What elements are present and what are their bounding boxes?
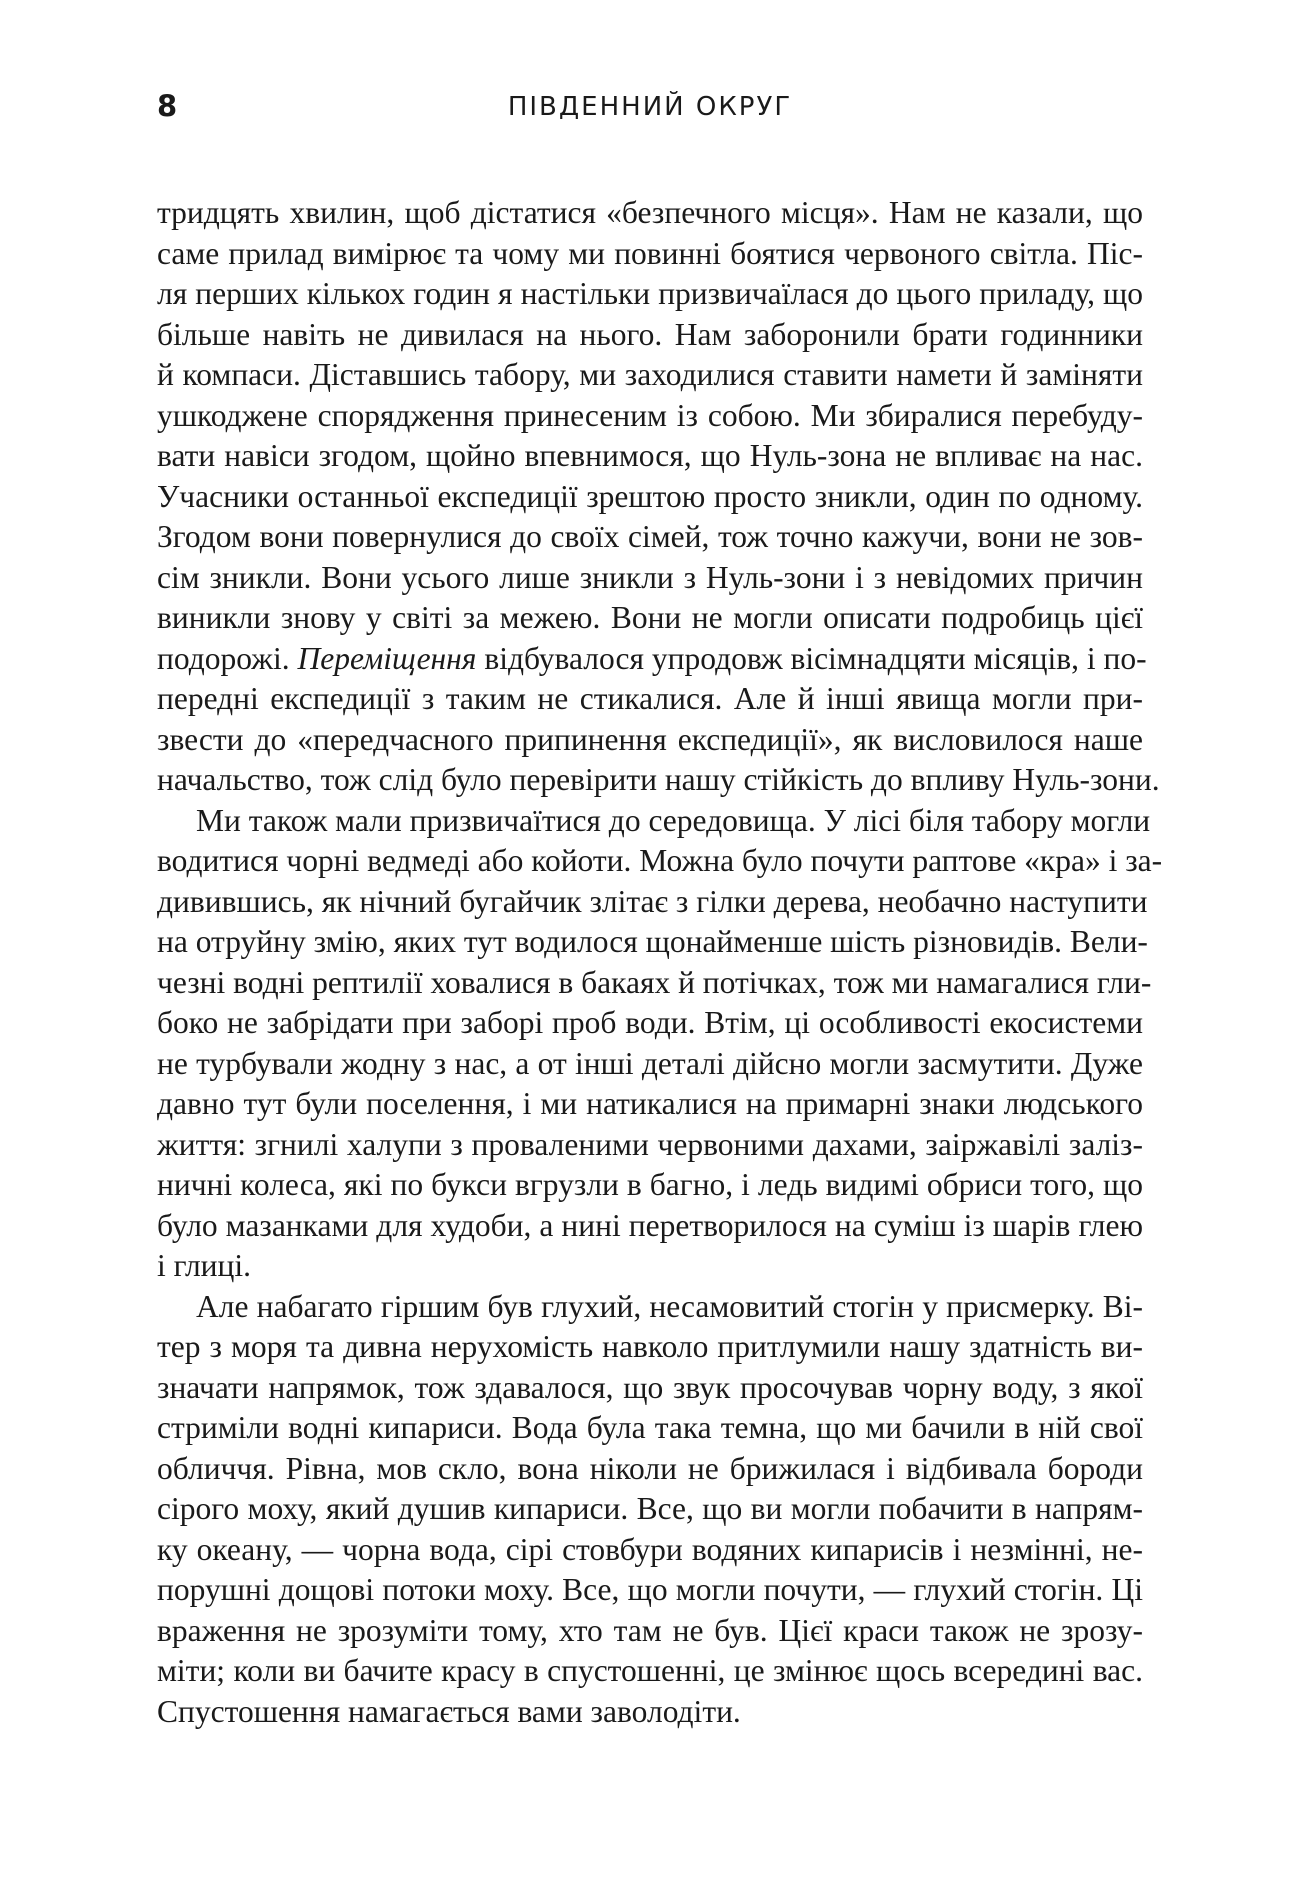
- text-line: сім зникли. Вони усього лише зникли з Нуль-зони і з невідомих причин: [157, 559, 1143, 595]
- text-line: не турбували жодну з нас, а от інші деталі дійсно могли засмутити. Дуже: [157, 1045, 1143, 1081]
- text-line: більше навіть не дивилася на нього. Нам заборонили брати годинники: [157, 316, 1143, 352]
- text-line: міти; коли ви бачите красу в спустошенні, це змінює щось всередині вас.: [157, 1653, 1143, 1688]
- body-text: [157, 193, 1163, 1732]
- text-line: водитися чорні ведмеді або койоти. Можна було почути раптове «кра» і за-: [157, 843, 1163, 878]
- text-line: саме прилад вимірює та чому ми повинні боятися червоного світла. Піс-: [157, 235, 1143, 271]
- paragraph-1: [157, 193, 1160, 801]
- text-line: дивившись, як нічний бугайчик злітає з гілки дерева, необачно наступити: [157, 883, 1148, 919]
- text-line: передні експедиції з таким не стикалися. Але й інші явища могли при-: [157, 681, 1143, 716]
- paragraph-3: [157, 1287, 1143, 1733]
- text-line: вати навіси згодом, щойно впевнимося, що Нуль-зона не впливає на нас.: [157, 438, 1143, 473]
- text-line: Згодом вони повернулися до своїх сімей, тож точно кажучи, вони не зов-: [157, 519, 1143, 554]
- text-line: значати напрямок, тож здавалося, що звук просочував чорну воду, з якої: [157, 1369, 1143, 1405]
- page-number: 8: [157, 89, 179, 123]
- italic-term: Переміщення: [297, 640, 477, 676]
- text-line: начальство, тож слід було перевірити нашу стійкість до впливу Нуль-зони.: [157, 762, 1160, 797]
- text-line: й компаси. Діставшись табору, ми заходилися ставити намети й заміняти: [157, 357, 1143, 392]
- text-line: ушкоджене спорядження принесеним із собою. Ми збиралися перебуду-: [157, 397, 1143, 433]
- text-segment: відбувалося упродовж вісімнадцяти місяців, і по-: [476, 640, 1147, 676]
- text-line: Але набагато гіршим був глухий, несамовитий стогін у присмерку. Ві-: [196, 1288, 1143, 1324]
- text-line: сірого моху, який душив кипариси. Все, що ви могли побачити в напрям-: [157, 1491, 1143, 1526]
- text-line: ля перших кількох годин я настільки призвичаїлася до цього приладу, що: [157, 276, 1143, 311]
- text-line: ничні колеса, які по букси вгрузли в багно, і ледь видимі обриси того, що: [157, 1167, 1143, 1202]
- text-line: і глиці.: [157, 1248, 252, 1283]
- running-title: ПІВДЕННИЙ ОКРУГ: [507, 92, 793, 122]
- text-line: виникли знову у світі за межею. Вони не могли описати подробиць цієї: [157, 600, 1143, 635]
- text-line: звести до «передчасного припинення експедиції», як висловилося наше: [157, 721, 1143, 757]
- text-line: на отруйну змію, яких тут водилося щонайменше шість різновидів. Вели-: [157, 924, 1148, 959]
- text-line: Спустошення намагається вами заволодіти.: [157, 1693, 741, 1729]
- text-line: було мазанками для худоби, а нині перетворилося на суміш із шарів глею: [157, 1207, 1143, 1243]
- text-line: боко не забрідати при заборі проб води. Втім, ці особливості екосистеми: [157, 1005, 1143, 1040]
- text-line: обличчя. Рівна, мов скло, вона ніколи не брижилася і відбивала бороди: [157, 1450, 1143, 1486]
- text-line: ку океану, — чорна вода, сірі стовбури водяних кипарисів і незмінні, не-: [157, 1531, 1143, 1567]
- text-line: життя: згнилі халупи з проваленими червоними дахами, заіржавілі заліз-: [157, 1126, 1143, 1162]
- text-line: тер з моря та дивна нерухомість навколо притлумили нашу здатність ви-: [157, 1329, 1143, 1364]
- text-line: давно тут були поселення, і ми натикалися на примарні знаки людського: [157, 1086, 1143, 1121]
- text-line: враження не зрозуміти тому, хто там не був. Цієї краси також не зрозу-: [157, 1612, 1143, 1648]
- text-line: тридцять хвилин, щоб дістатися «безпечного місця». Нам не казали, що: [157, 195, 1143, 230]
- text-line: Учасники останньої експедиції зрештою просто зникли, один по одному.: [157, 478, 1143, 514]
- text-line: [157, 639, 1147, 680]
- text-line: Ми також мали призвичаїтися до середовища. У лісі біля табору могли: [196, 802, 1151, 838]
- text-line: стриміли водні кипариси. Вода була така темна, що ми бачили в ній свої: [157, 1410, 1143, 1445]
- paragraph-2: [157, 801, 1163, 1287]
- text-segment: подорожі.: [157, 640, 298, 676]
- text-line: порушні дощові потоки моху. Все, що могли почути, — глухий стогін. Ці: [157, 1572, 1143, 1607]
- text-line: чезні водні рептилії ховалися в бакаях й потічках, тож ми намагалися гли-: [157, 964, 1152, 1000]
